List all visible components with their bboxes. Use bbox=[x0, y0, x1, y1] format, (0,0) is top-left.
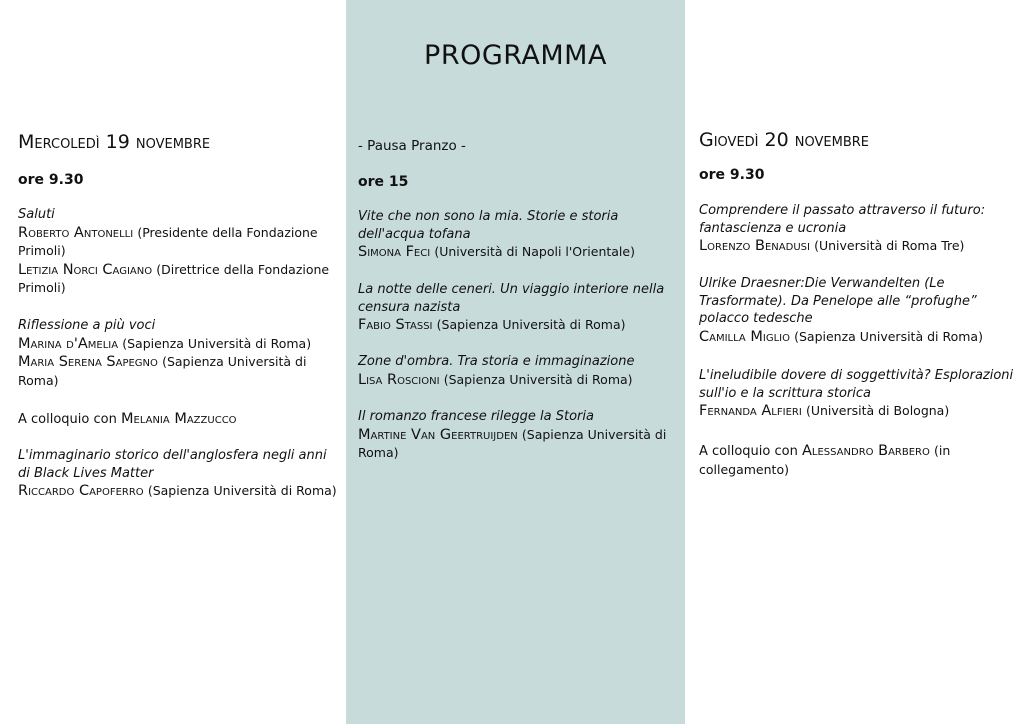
session-saluti bbox=[18, 206, 338, 298]
session-title: L'immaginario storico dell'anglosfera negli anni di Black Lives Matter bbox=[18, 448, 327, 481]
speaker bbox=[699, 328, 999, 347]
speaker-affiliation: (Sapienza Università di Roma) bbox=[436, 317, 626, 332]
speaker-affiliation: (Sapienza Università di Roma) bbox=[358, 426, 667, 460]
day-1-heading: Mercoledì 19 novembre bbox=[18, 131, 211, 153]
session-title: L'ineludibile dovere di soggettività? Esplorazioni sull'io e la scrittura storica bbox=[699, 368, 1014, 401]
day-2-time: ore 9.30 bbox=[699, 167, 765, 183]
speaker-name: Lorenzo Benadusi bbox=[699, 238, 810, 254]
speaker-name: Alessandro Barbero bbox=[801, 443, 930, 459]
speaker-affiliation: (Università di Bologna) bbox=[805, 403, 950, 418]
session-colloquio-barbero bbox=[699, 442, 999, 479]
speaker-affiliation: (Sapienza Università di Roma) bbox=[443, 371, 633, 387]
speaker-name: Martine Van Geertruijden bbox=[358, 426, 518, 443]
speaker bbox=[18, 482, 338, 501]
speaker bbox=[358, 426, 678, 463]
day-1-time: ore 9.30 bbox=[18, 172, 84, 188]
session-soggettivita bbox=[699, 367, 1017, 421]
speaker bbox=[358, 371, 678, 390]
session-title: Ulrike Draesner:Die Verwandelten (Le Trasformate). Da Penelope alle “profughe” polacco tedesche bbox=[699, 276, 977, 326]
speaker-name: Fabio Stassi bbox=[358, 317, 433, 333]
session-title: La notte delle ceneri. Un viaggio interiore nella censura nazista bbox=[358, 282, 665, 315]
speaker-name: Simona Feci bbox=[358, 244, 431, 260]
speaker bbox=[358, 316, 678, 335]
speaker-name: Melania Mazzucco bbox=[120, 411, 237, 427]
speaker bbox=[18, 224, 338, 261]
speaker-affiliation: (Sapienza Università di Roma) bbox=[147, 483, 337, 498]
session-zone-ombra bbox=[358, 353, 678, 389]
page-title: PROGRAMMA bbox=[424, 40, 607, 71]
speaker-name: Riccardo Capoferro bbox=[18, 483, 144, 499]
session-draesner bbox=[699, 275, 999, 346]
colloquio-prefix: A colloquio con bbox=[18, 412, 117, 427]
session-title: Saluti bbox=[18, 207, 55, 222]
speaker-affiliation: (Università di Napoli l'Orientale) bbox=[434, 244, 635, 259]
speaker-affiliation: (Presidente della Fondazione Primoli) bbox=[18, 224, 318, 258]
colloquio-prefix: A colloquio con bbox=[699, 444, 798, 459]
session-colloquio-mazzucco bbox=[18, 411, 338, 429]
session-title: Riflessione a più voci bbox=[18, 318, 156, 333]
speaker-name: Camilla Miglio bbox=[699, 328, 790, 345]
session-anglosfera bbox=[18, 447, 338, 501]
day-2-heading: Giovedì 20 novembre bbox=[699, 129, 869, 151]
lunch-break: - Pausa Pranzo - bbox=[358, 138, 466, 154]
session-riflessione bbox=[18, 317, 338, 390]
speaker bbox=[18, 335, 338, 354]
session-romanzo-francese bbox=[358, 408, 678, 463]
speaker-name: Marina d'Amelia bbox=[18, 335, 119, 352]
session-notte-ceneri bbox=[358, 281, 678, 335]
session-title: Comprendere il passato attraverso il futuro: fantascienza e ucronia bbox=[699, 203, 986, 236]
afternoon-time: ore 15 bbox=[358, 174, 409, 190]
session-acqua-tofana bbox=[358, 208, 678, 262]
speaker bbox=[699, 237, 1017, 256]
speaker-name: Letizia Norci Cagiano bbox=[18, 261, 153, 278]
speaker bbox=[699, 402, 1017, 421]
session-title: Il romanzo francese rilegge la Storia bbox=[358, 409, 594, 424]
speaker-name: Lisa Roscioni bbox=[358, 371, 440, 388]
speaker-affiliation: (Direttrice della Fondazione Primoli) bbox=[18, 261, 330, 295]
speaker-note: (in collegamento) bbox=[699, 443, 951, 477]
speaker bbox=[358, 243, 678, 262]
speaker-name: Maria Serena Sapegno bbox=[18, 354, 158, 370]
session-title: Zone d'ombra. Tra storia e immaginazione bbox=[358, 354, 635, 369]
speaker bbox=[18, 353, 338, 390]
session-fantascienza bbox=[699, 202, 1017, 256]
speaker-affiliation: (Sapienza Università di Roma) bbox=[122, 335, 312, 351]
session-title: Vite che non sono la mia. Storie e storia dell'acqua tofana bbox=[358, 209, 619, 242]
speaker-affiliation: (Sapienza Università di Roma) bbox=[18, 354, 307, 388]
speaker-affiliation: (Sapienza Università di Roma) bbox=[794, 328, 983, 344]
speaker-name: Fernanda Alfieri bbox=[699, 403, 802, 419]
speaker-name: Roberto Antonelli bbox=[18, 224, 134, 241]
speaker-affiliation: (Università di Roma Tre) bbox=[814, 238, 965, 253]
speaker bbox=[18, 261, 338, 298]
